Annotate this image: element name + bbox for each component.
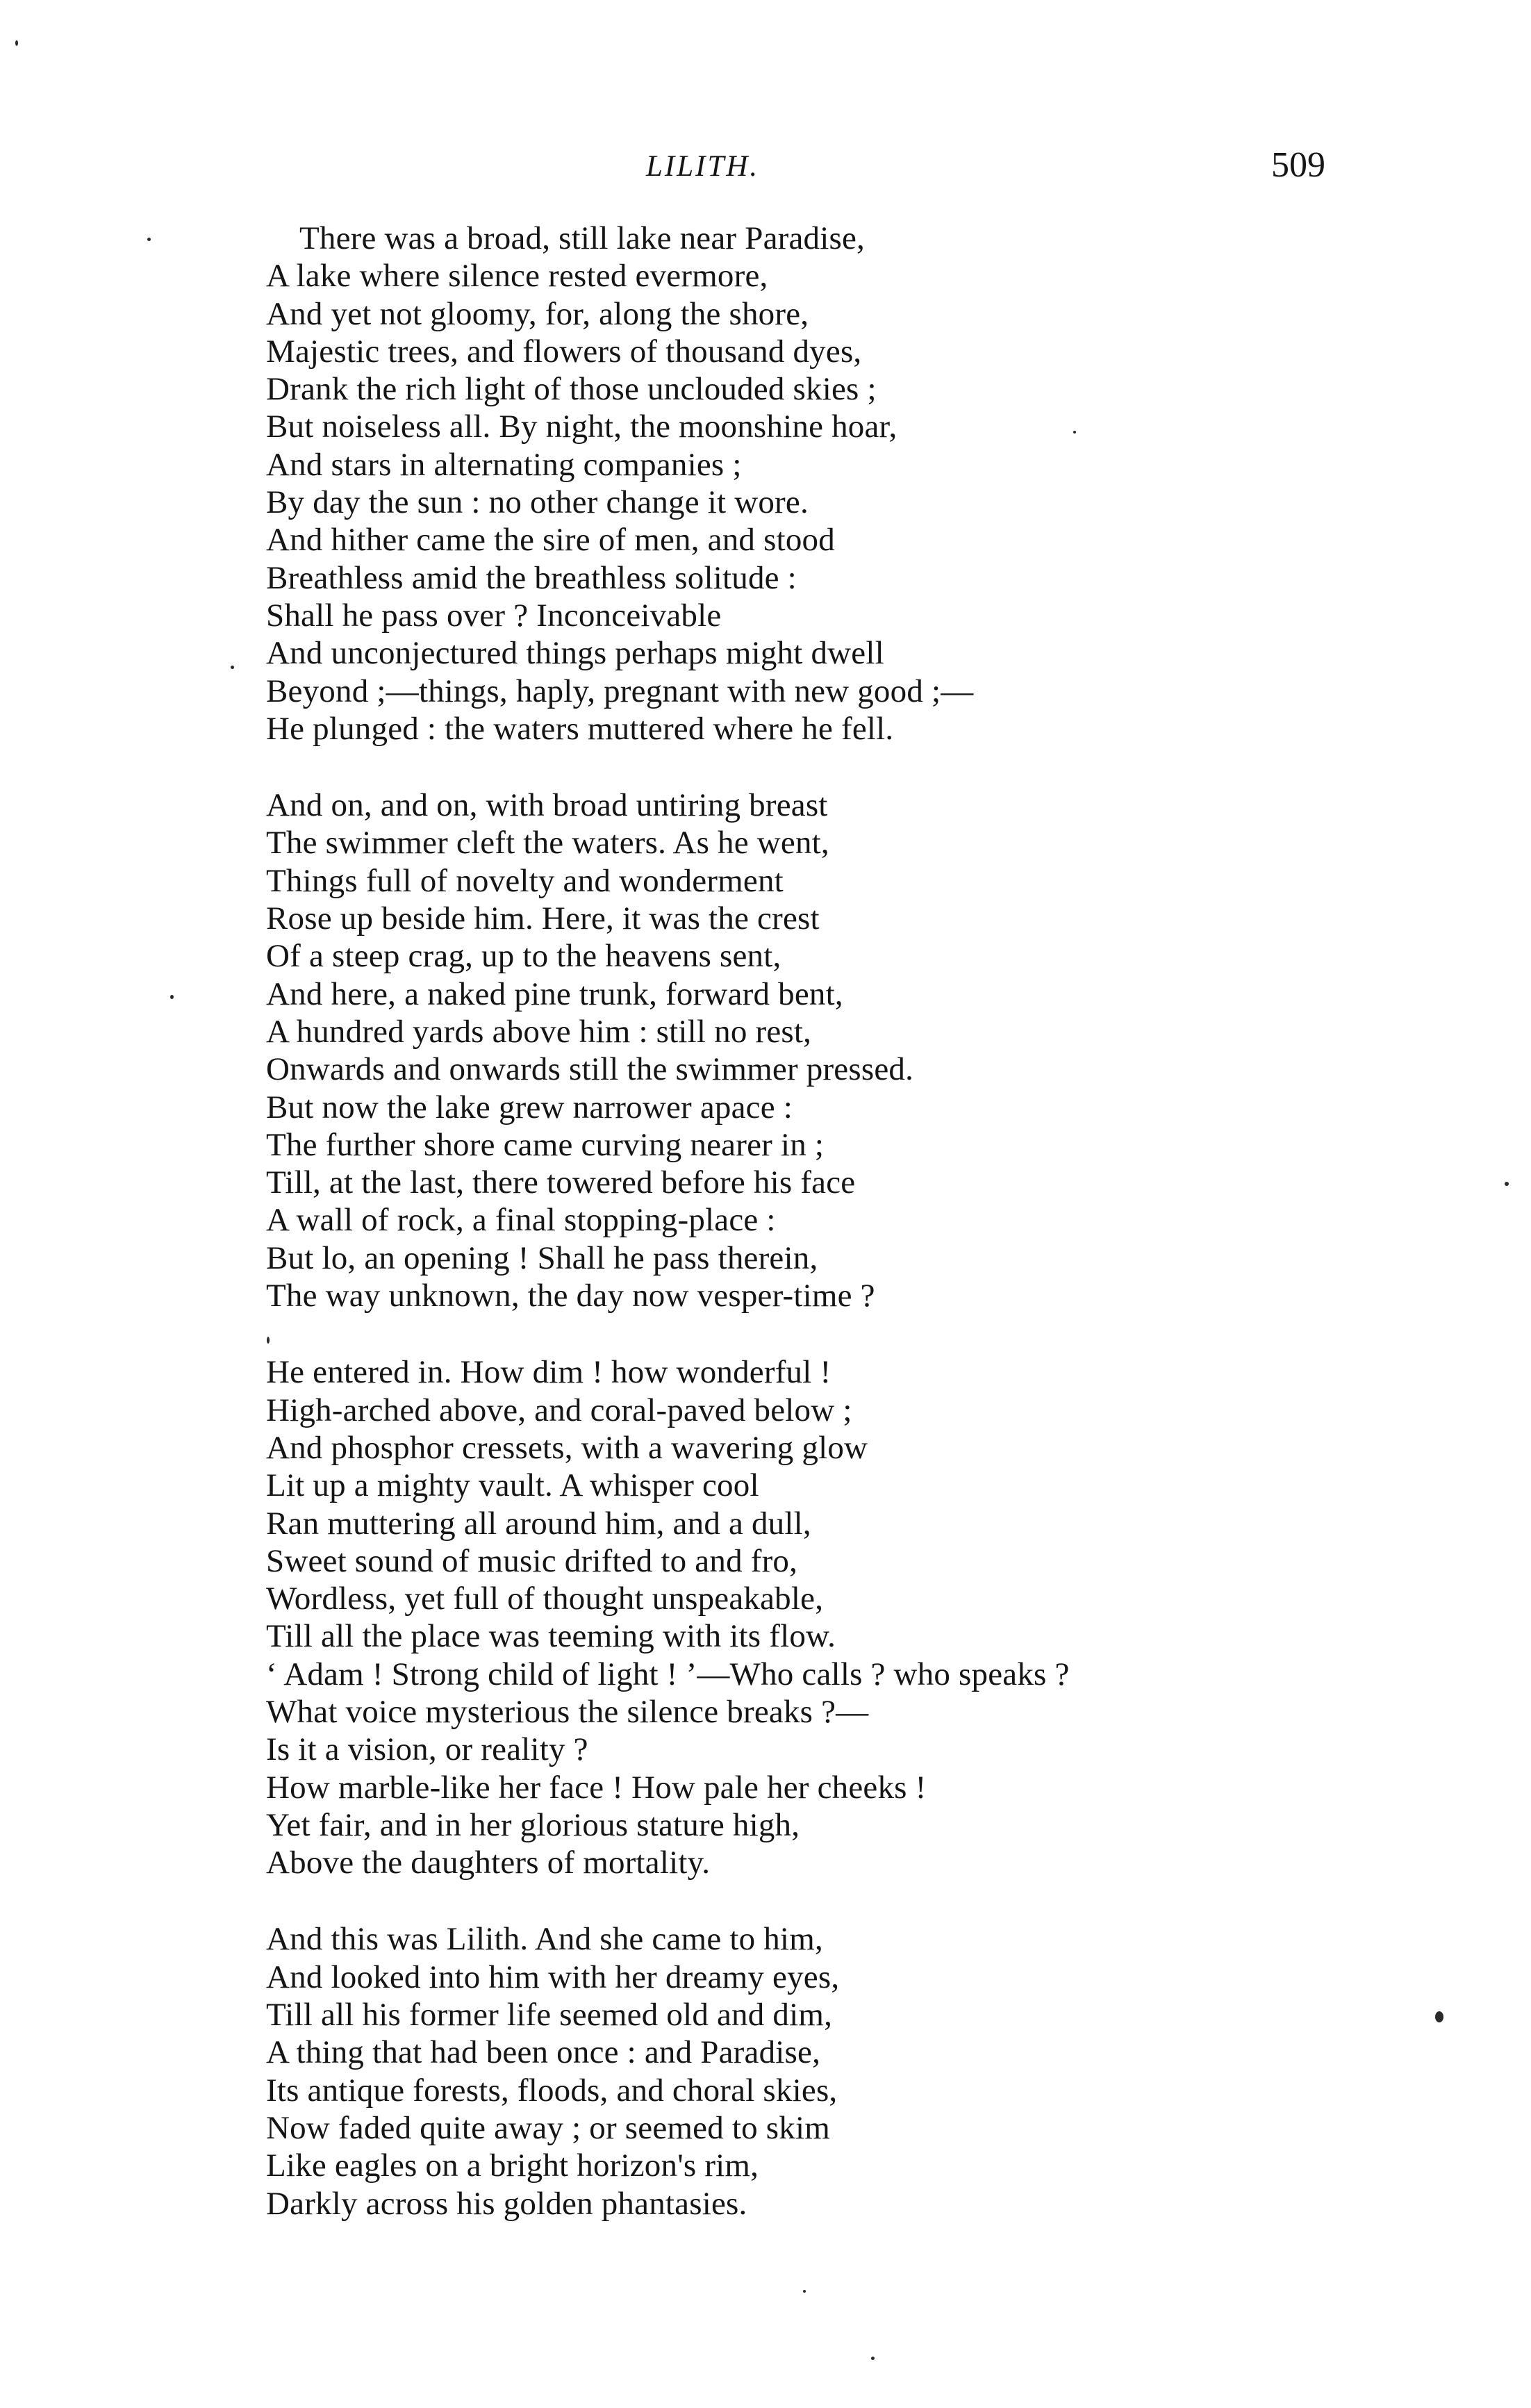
poem-line: A lake where silence rested evermore, (266, 258, 768, 295)
poem-line: And phosphor cressets, with a wavering glow (266, 1429, 868, 1466)
stanza (266, 1353, 1503, 1881)
poem-line: He entered in. How dim ! how wonderful ! (266, 1354, 831, 1391)
poem-line: The further shore came curving nearer in ; (266, 1126, 825, 1163)
poem-line: Of a steep crag, up to the heavens sent, (266, 938, 781, 975)
poem-line: What voice mysterious the silence breaks ?— (266, 1693, 869, 1730)
scan-speck (803, 2290, 806, 2293)
poem-line: And this was Lilith. And she came to him, (266, 1921, 823, 1958)
poem-line: And stars in alternating companies ; (266, 446, 742, 483)
page-number: 509 (1271, 145, 1325, 185)
poem-line: Sweet sound of music drifted to and fro, (266, 1542, 798, 1579)
poem-line: How marble-like her face ! How pale her cheeks ! (266, 1769, 927, 1806)
scan-speck (1435, 2011, 1443, 2022)
poem-line: Yet fair, and in her glorious stature high, (266, 1806, 800, 1843)
scan-speck (1505, 1182, 1509, 1186)
poem-line: The way unknown, the day now vesper-time ? (266, 1278, 875, 1314)
poem-line: High-arched above, and coral-paved below ; (266, 1392, 852, 1428)
poem-line: He plunged : the waters muttered where he fell. (266, 710, 894, 747)
poem-line: Drank the rich light of those unclouded skies ; (266, 371, 877, 408)
scan-speck (231, 666, 234, 669)
poem-line: Beyond ;—things, haply, pregnant with new good ;— (266, 673, 974, 709)
scan-speck (147, 238, 151, 241)
poem-line: Majestic trees, and flowers of thousand dyes, (266, 333, 862, 370)
poem-line: And on, and on, with broad untiring breast (266, 787, 828, 824)
poem-line: But now the lake grew narrower apace : (266, 1089, 793, 1125)
poem-line: Above the daughters of mortality. (266, 1845, 711, 1881)
poem-line: ‘ Adam ! Strong child of light ! ’—Who calls ? who speaks ? (266, 1656, 1070, 1692)
poem-line: And unconjectured things perhaps might dwell (266, 635, 884, 672)
poem-line: Till all his former life seemed old and dim, (266, 1997, 833, 2034)
scan-speck (871, 2357, 875, 2360)
poem-line: Is it a vision, or reality ? (266, 1731, 588, 1768)
running-title: LILITH. (646, 150, 760, 183)
poem-line: A thing that had been once : and Paradise, (266, 2034, 821, 2071)
poem-line: And hither came the sire of men, and stood (266, 522, 835, 559)
poem-line: Wordless, yet full of thought unspeakable, (266, 1581, 824, 1617)
poem-line: There was a broad, still lake near Paradise, (299, 220, 865, 256)
stanza (266, 786, 1503, 1314)
poem-line: Like eagles on a bright horizon's rim, (266, 2147, 759, 2184)
poem-line: Lit up a mighty vault. A whisper cool (266, 1467, 759, 1504)
poem-line: But noiseless all. By night, the moonshine hoar, (266, 409, 897, 445)
scan-speck (170, 995, 174, 999)
poem-line: Darkly across his golden phantasies. (266, 2185, 747, 2222)
poem-line: Now faded quite away ; or seemed to skim (266, 2109, 831, 2146)
scan-speck (1073, 431, 1076, 434)
poem-line: Onwards and onwards still the swimmer pressed. (266, 1051, 914, 1088)
poem-line: Till, at the last, there towered before his face (266, 1164, 856, 1201)
stanza (266, 1920, 1503, 2222)
poem-line: A wall of rock, a final stopping-place : (266, 1202, 776, 1239)
poem-line: Till all the place was teeming with its flow. (266, 1618, 836, 1655)
scan-speck (15, 40, 18, 46)
poem-line: Shall he pass over ? Inconceivable (266, 597, 722, 634)
poem (266, 220, 1503, 2261)
poem-line: A hundred yards above him : still no rest, (266, 1013, 812, 1050)
poem-line: Things full of novelty and wonderment (266, 862, 784, 899)
poem-line: And here, a naked pine trunk, forward bent, (266, 975, 843, 1012)
poem-line: And yet not gloomy, for, along the shore, (266, 295, 809, 332)
poem-line: Its antique forests, floods, and choral skies, (266, 2072, 838, 2109)
scan-speck (267, 1337, 270, 1344)
poem-line: Breathless amid the breathless solitude : (266, 559, 797, 596)
poem-line: And looked into him with her dreamy eyes, (266, 1958, 840, 1995)
poem-line: But lo, an opening ! Shall he pass therein, (266, 1239, 818, 1276)
poem-line: By day the sun : no other change it wore. (266, 484, 809, 521)
poem-line: Rose up beside him. Here, it was the crest (266, 900, 820, 937)
poem-line: Ran muttering all around him, and a dull, (266, 1505, 811, 1542)
stanza (266, 220, 1503, 748)
poem-line: The swimmer cleft the waters. As he went, (266, 825, 829, 861)
